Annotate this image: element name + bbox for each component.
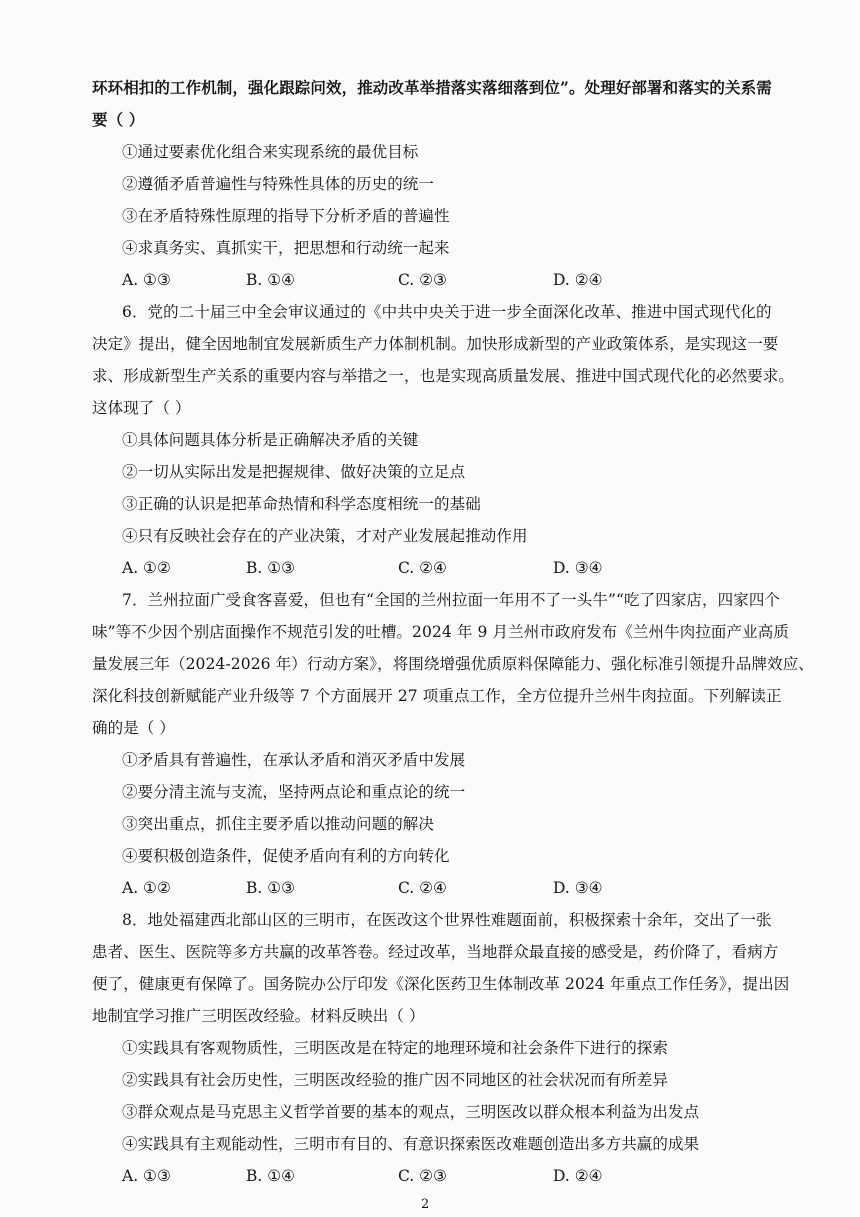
q7-item-2: ②要分清主流与支流，坚持两点论和重点论的统一: [122, 783, 466, 801]
q8-option-d: D. ②④: [553, 1167, 603, 1185]
q6-stem-line-2: 决定》提出，健全因地制宜发展新质生产力体制机制。加快形成新型的产业政策体系，是实现这一要: [92, 335, 779, 353]
q7-item-1: ①矛盾具有普遍性，在承认矛盾和消灭矛盾中发展: [122, 751, 466, 769]
q6-option-c: C. ②④: [398, 559, 447, 577]
q5-item-4: ④求真务实、真抓实干，把思想和行动统一起来: [122, 239, 450, 257]
q7-item-3: ③突出重点，抓住主要矛盾以推动问题的解决: [122, 815, 435, 833]
q7-stem-line-5: 确的是（ ）: [92, 719, 176, 737]
q7-stem-line-1: 7．兰州拉面广受食客喜爱，但也有“全国的兰州拉面一年用不了一头牛”“吃了四家店，四家四个: [122, 591, 781, 609]
q6-option-a: A. ①②: [122, 559, 171, 577]
page-number: 2: [421, 1197, 430, 1212]
q8-stem-line-4: 地制宜学习推广三明医改经验。材料反映出（ ）: [92, 1007, 425, 1025]
q6-item-4: ④只有反映社会存在的产业决策，才对产业发展起推动作用: [122, 527, 528, 545]
q5-item-3: ③在矛盾特殊性原理的指导下分析矛盾的普遍性: [122, 207, 450, 225]
q5-option-a: A. ①③: [122, 271, 171, 289]
q5-item-1: ①通过要素优化组合来实现系统的最优目标: [122, 143, 419, 161]
q8-stem-line-2: 患者、医生、医院等多方共赢的改革答卷。经过改革，当地群众最直接的感受是，药价降了，看病方: [92, 943, 779, 961]
q8-stem-line-1: 8．地处福建西北部山区的三明市，在医改这个世界性难题面前，积极探索十余年，交出了一张: [122, 911, 772, 929]
q5-stem-line-2: 要（ ）: [92, 110, 145, 129]
q7-option-d: D. ③④: [553, 879, 603, 897]
q7-stem-line-2: 味”等不少因个别店面操作不规范引发的吐槽。2024 年 9 月兰州市政府发布《兰州牛肉拉面产业高质: [92, 623, 789, 641]
q7-option-b: B. ①③: [246, 879, 296, 897]
q5-option-b: B. ①④: [246, 271, 296, 289]
q8-item-1: ①实践具有客观物质性，三明医改是在特定的地理环境和社会条件下进行的探索: [122, 1039, 669, 1057]
q7-option-c: C. ②④: [398, 879, 447, 897]
q6-item-1: ①具体问题具体分析是正确解决矛盾的关键: [122, 431, 419, 449]
q8-item-2: ②实践具有社会历史性，三明医改经验的推广因不同地区的社会状况而有所差异: [122, 1071, 669, 1089]
q6-stem-line-1: 6．党的二十届三中全会审议通过的《中共中央关于进一步全面深化改革、推进中国式现代化的: [122, 303, 772, 321]
q7-item-4: ④要积极创造条件，促使矛盾向有利的方向转化: [122, 847, 450, 865]
q8-item-4: ④实践具有主观能动性，三明市有目的、有意识探索医改难题创造出多方共赢的成果: [122, 1135, 700, 1153]
q6-item-3: ③正确的认识是把革命热情和科学态度相统一的基础: [122, 495, 481, 513]
q5-item-2: ②遵循矛盾普遍性与特殊性具体的历史的统一: [122, 175, 435, 193]
q7-option-a: A. ①②: [122, 879, 171, 897]
q5-stem-line-1: 环环相扣的工作机制，强化跟踪问效，推动改革举措落实落细落到位”。处理好部署和落实的关系需: [92, 78, 772, 97]
q6-stem-line-4: 这体现了（ ）: [92, 399, 191, 417]
q7-stem-line-4: 深化科技创新赋能产业升级等 7 个方面展开 27 项重点工作，全方位提升兰州牛肉拉面。下列解读正: [92, 687, 782, 705]
q8-option-a: A. ①③: [122, 1167, 171, 1185]
q8-item-3: ③群众观点是马克思主义哲学首要的基本的观点，三明医改以群众根本利益为出发点: [122, 1103, 700, 1121]
q5-option-d: D. ②④: [553, 271, 603, 289]
q6-option-d: D. ③④: [553, 559, 603, 577]
q6-stem-line-3: 求、形成新型生产关系的重要内容与举措之一，也是实现高质量发展、推进中国式现代化的必然要求。: [92, 367, 795, 385]
q8-option-b: B. ①④: [246, 1167, 296, 1185]
q7-stem-line-3: 量发展三年（2024-2026 年）行动方案》，将围绕增强优质原料保障能力、强化标准引领提升品牌效应、: [92, 655, 814, 673]
q6-option-b: B. ①③: [246, 559, 296, 577]
q8-option-c: C. ②③: [398, 1167, 447, 1185]
q8-stem-line-3: 便了，健康更有保障了。国务院办公厅印发《深化医药卫生体制改革 2024 年重点工作任务》，提出因: [92, 975, 790, 993]
q6-item-2: ②一切从实际出发是把握规律、做好决策的立足点: [122, 463, 466, 481]
q5-option-c: C. ②③: [398, 271, 447, 289]
